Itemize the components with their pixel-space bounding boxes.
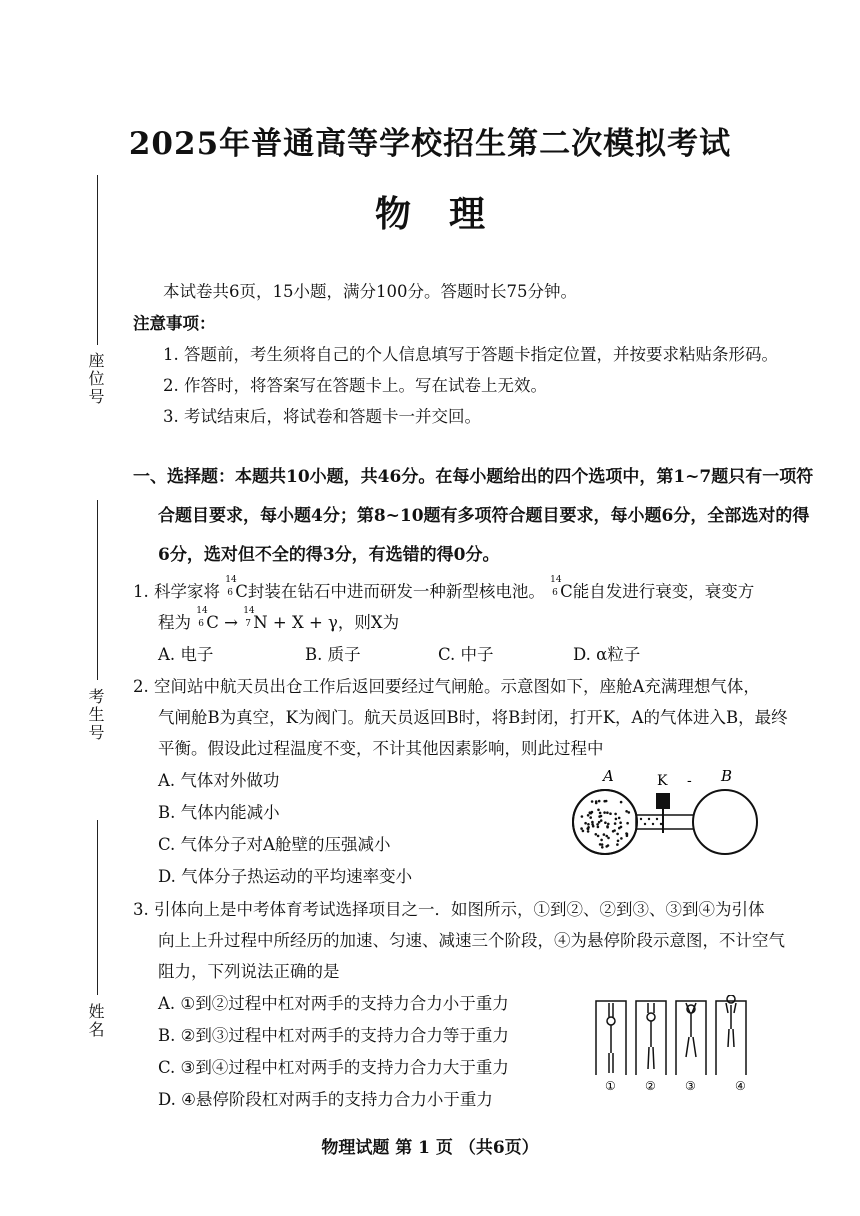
gas-molecule-dot: [648, 818, 650, 820]
gas-molecule-dot: [589, 816, 592, 819]
gas-molecule-dot: [612, 830, 615, 833]
gas-molecule-dot: [597, 809, 600, 812]
notice-heading: 注意事项：: [133, 314, 216, 333]
q3-option-d[interactable]: D. ④悬停阶段杠对两手的支持力合力小于重力: [158, 1090, 493, 1109]
valve-k: [656, 793, 670, 809]
gas-molecule-dot: [600, 819, 603, 822]
gas-molecule-dot: [625, 810, 628, 813]
gas-molecule-dot: [652, 823, 654, 825]
q1-option-b[interactable]: B. 质子: [305, 645, 361, 664]
cabin-b-label: B: [721, 767, 733, 785]
gas-molecule-dot: [603, 800, 606, 803]
q2-option-a[interactable]: A. 气体对外做功: [158, 771, 280, 790]
gas-molecule-dot: [598, 815, 601, 818]
gas-molecule-dot: [600, 839, 603, 842]
gas-molecule-dot: [599, 812, 602, 815]
gas-molecule-dot: [607, 837, 610, 840]
gas-molecule-dot: [589, 811, 592, 814]
q3-line: 阻力，下列说法正确的是: [158, 962, 340, 981]
q2-option-b[interactable]: B. 气体内能减小: [158, 803, 280, 822]
section-heading-line: 一、选择题：本题共10小题，共46分。在每小题给出的四个选项中，第1~7题只有一项符: [133, 467, 814, 487]
gas-molecule-dot: [595, 833, 598, 836]
gas-molecule-dot: [591, 821, 594, 824]
stage-3-label: ③: [685, 1079, 696, 1093]
gas-molecule-dot: [596, 823, 599, 826]
q2-option-c[interactable]: C. 气体分子对A舱壁的压强减小: [158, 835, 391, 854]
exam-title: 2025年普通高等学校招生第二次模拟考试: [128, 126, 732, 162]
airlock-figure: [565, 765, 765, 865]
bar-frame-3: [676, 1001, 706, 1075]
cabin-a-label: A: [603, 767, 614, 785]
q2-line: 平衡。假设此过程温度不变，不计其他因素影响，则此过程中: [158, 739, 604, 758]
stage-4-label: ④: [735, 1079, 746, 1093]
gas-molecule-dot: [603, 811, 606, 814]
gas-molecule-dot: [598, 821, 601, 824]
q1-line-2: 程为 14 6 C → 14 7 N + X + γ，则X为: [158, 606, 400, 632]
q1-option-c[interactable]: C. 中子: [438, 645, 494, 664]
gas-molecule-dot: [601, 846, 604, 849]
gas-molecule-dot: [603, 833, 606, 836]
carbon14-isotope: 14 6: [550, 575, 562, 598]
q1-option-a[interactable]: A. 电子: [158, 645, 214, 664]
gas-molecule-dot: [644, 823, 646, 825]
nitrogen14-isotope: 14 7: [243, 606, 255, 629]
dash-label: -: [687, 773, 692, 789]
q2-line: 2. 空间站中航天员出仓工作后返回要经过气闸舱。示意图如下，座舱A充满理想气体，: [133, 677, 760, 696]
gas-molecule-dot: [591, 800, 594, 803]
gas-molecule-dot: [628, 811, 631, 814]
q3-line: 向上上升过程中所经历的加速、匀速、减速三个阶段，④为悬停阶段示意图，不计空气: [158, 931, 785, 950]
gas-molecule-dot: [606, 825, 609, 828]
pullup-figure: [588, 995, 768, 1095]
stage-2-label: ②: [645, 1079, 656, 1093]
gas-molecule-dot: [587, 830, 590, 833]
gas-molecule-dot: [617, 840, 620, 843]
gas-molecule-dot: [581, 815, 584, 818]
gas-molecule-dot: [591, 823, 594, 826]
gas-molecule-dot: [597, 835, 600, 838]
connecting-tube: [636, 815, 694, 829]
gas-molecule-dot: [640, 818, 642, 820]
notice-item: 1. 答题前，考生须将自己的个人信息填写于答题卡指定位置，并按要求粘贴条形码。: [163, 345, 778, 364]
name-line: [97, 820, 98, 995]
gas-molecule-dot: [598, 800, 601, 803]
gas-molecule-dot: [595, 800, 598, 803]
gas-molecule-dot: [614, 822, 617, 825]
gas-molecule-dot: [620, 837, 623, 840]
gas-molecule-dot: [587, 814, 590, 817]
q1-line-1: 1. 科学家将 14 6 C封装在钻石中进而研发一种新型核电池。 14 6 C能自发进行衰变，衰变方: [133, 575, 755, 601]
gas-molecule-dot: [587, 826, 590, 829]
gas-molecule-dot: [620, 801, 623, 804]
gas-molecule-dot: [584, 822, 587, 825]
gas-molecule-dot: [616, 843, 619, 846]
section-heading-line: 合题目要求，每小题4分；第8~10题有多项符合题目要求，每小题6分，全部选对的得: [158, 506, 810, 526]
gas-molecule-dot: [606, 811, 609, 814]
gas-molecule-dot: [618, 817, 621, 820]
gas-molecule-dot: [618, 827, 621, 830]
gas-molecule-dot: [607, 823, 610, 826]
q2-option-d[interactable]: D. 气体分子热运动的平均速率变小: [158, 867, 413, 886]
gas-molecule-dot: [609, 812, 612, 815]
gas-molecule-dot: [604, 821, 607, 824]
cabin-b: [693, 790, 757, 854]
notice-item: 2. 作答时，将答案写在答题卡上。写在试卷上无效。: [163, 376, 547, 395]
stage-1-label: ①: [605, 1079, 616, 1093]
q1-option-d[interactable]: D. α粒子: [573, 645, 641, 664]
gas-molecule-dot: [580, 827, 583, 830]
gas-molecule-dot: [614, 813, 617, 816]
subject-title: 物理: [374, 193, 523, 235]
gas-molecule-dot: [587, 823, 590, 826]
gas-molecule-dot: [582, 830, 585, 833]
valve-k-label: K: [657, 773, 668, 789]
notice-item: 3. 考试结束后，将试卷和答题卡一并交回。: [163, 407, 481, 426]
q3-line: 3. 引体向上是中考体育考试选择项目之一．如图所示，①到②、②到③、③到④为引体: [133, 900, 765, 919]
page-footer: 物理试题 第 1 页 （共6页）: [321, 1138, 539, 1158]
gas-molecule-dot: [656, 818, 658, 820]
carbon14-isotope: 14 6: [225, 575, 237, 598]
gas-molecule-dot: [597, 826, 600, 829]
gas-molecule-dot: [607, 844, 610, 847]
carbon14-isotope: 14 6: [196, 606, 208, 629]
intro-text: 本试卷共6页，15小题，满分100分。答题时长75分钟。: [163, 282, 577, 301]
exam-no-label: 考生号: [86, 688, 105, 742]
gas-molecule-dot: [626, 835, 629, 838]
q3-option-c[interactable]: C. ③到④过程中杠对两手的支持力合力大于重力: [158, 1058, 509, 1077]
gas-molecule-dot: [616, 833, 619, 836]
q3-option-a[interactable]: A. ①到②过程中杠对两手的支持力合力小于重力: [158, 994, 509, 1013]
name-label: 姓名: [86, 1003, 105, 1039]
seat-label: 座位号: [86, 352, 105, 406]
gas-molecule-dot: [626, 822, 629, 825]
seat-line: [97, 175, 98, 345]
gas-molecule-dot: [660, 823, 662, 825]
q3-option-b[interactable]: B. ②到③过程中杠对两手的支持力合力等于重力: [158, 1026, 509, 1045]
q2-line: 气闸舱B为真空，K为阀门。航天员返回B时，将B封闭，打开K，A的气体进入B，最终: [158, 708, 788, 727]
gas-molecule-dot: [619, 821, 622, 824]
gas-molecule-dot: [605, 835, 608, 838]
gas-molecule-dot: [615, 818, 618, 821]
gas-molecule-dot: [601, 843, 604, 846]
section-heading-line: 6分，选对但不全的得3分，有选错的得0分。: [158, 545, 500, 565]
exam-no-line: [97, 500, 98, 680]
